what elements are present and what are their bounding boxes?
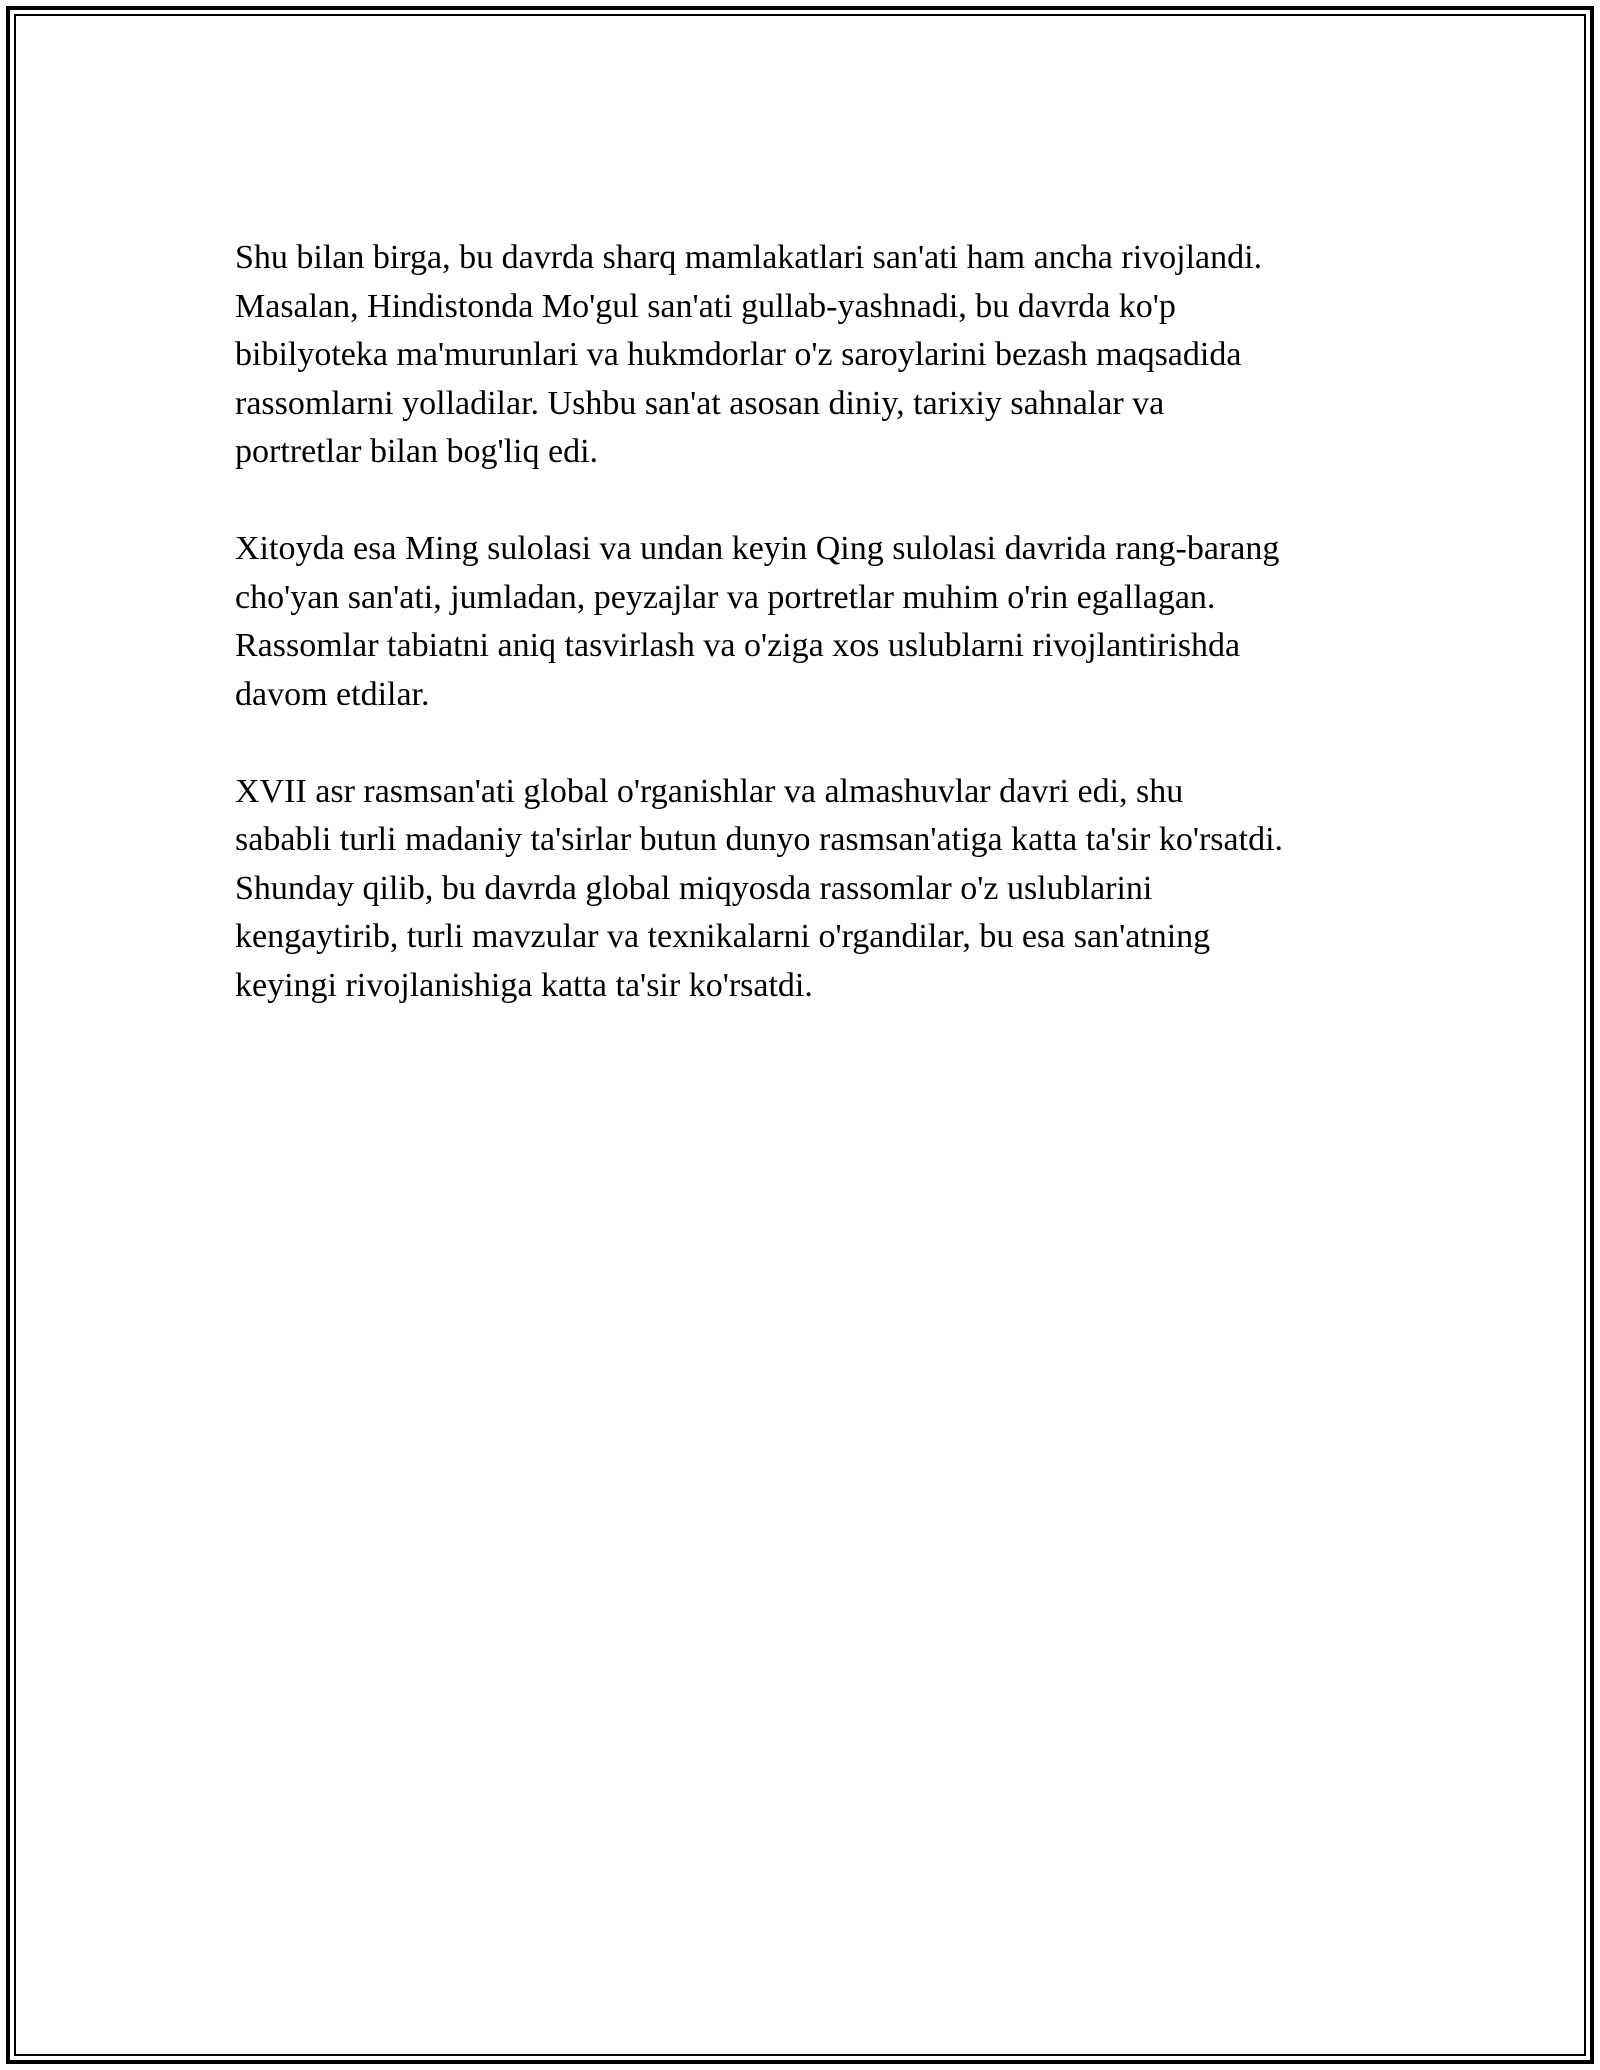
paragraph-3: [235, 768, 1395, 1011]
text-line: Rassomlar tabiatni aniq tasvirlash va o'ziga xos uslublarni rivojlantirishda: [235, 627, 1241, 664]
text-line: Masalan, Hindistonda Mo'gul san'ati gullab-yashnadi, bu davrda ko'p: [235, 287, 1176, 325]
text-line: keyingi rivojlanishiga katta ta'sir ko'rsatdi.: [235, 966, 813, 1004]
text-line: Shu bilan birga, bu davrda sharq mamlakatlari san'ati ham ancha rivojlandi.: [235, 239, 1263, 276]
text-line: davom etdilar.: [235, 675, 430, 713]
text-line: bibilyoteka ma'murunlari va hukmdorlar o'z saroylarini bezash maqsadida: [235, 336, 1242, 373]
paragraph-1: [235, 234, 1395, 477]
text-line: rassomlarni yolladilar. Ushbu san'at asosan diniy, tarixiy sahnalar va: [235, 384, 1165, 422]
text-line: Shunday qilib, bu davrda global miqyosda rassomlar o'z uslublarini: [235, 869, 1153, 907]
text-line: cho'yan san'ati, jumladan, peyzajlar va portretlar muhim o'rin egallagan.: [235, 578, 1216, 616]
text-line: kengaytirib, turli mavzular va texnikalarni o'rgandilar, bu esa san'atning: [235, 918, 1211, 955]
text-line: Xitoyda esa Ming sulolasi va undan keyin Qing sulolasi davrida rang-barang: [235, 530, 1280, 567]
text-line: portretlar bilan bog'liq edi.: [235, 433, 599, 470]
text-line: sababli turli madaniy ta'sirlar butun dunyo rasmsan'atiga katta ta'sir ko'rsatdi.: [235, 821, 1284, 858]
paragraph-2: [235, 525, 1395, 719]
text-line: XVII asr rasmsan'ati global o'rganishlar va almashuvlar davri edi, shu: [235, 772, 1184, 810]
document-body: [235, 234, 1395, 1059]
